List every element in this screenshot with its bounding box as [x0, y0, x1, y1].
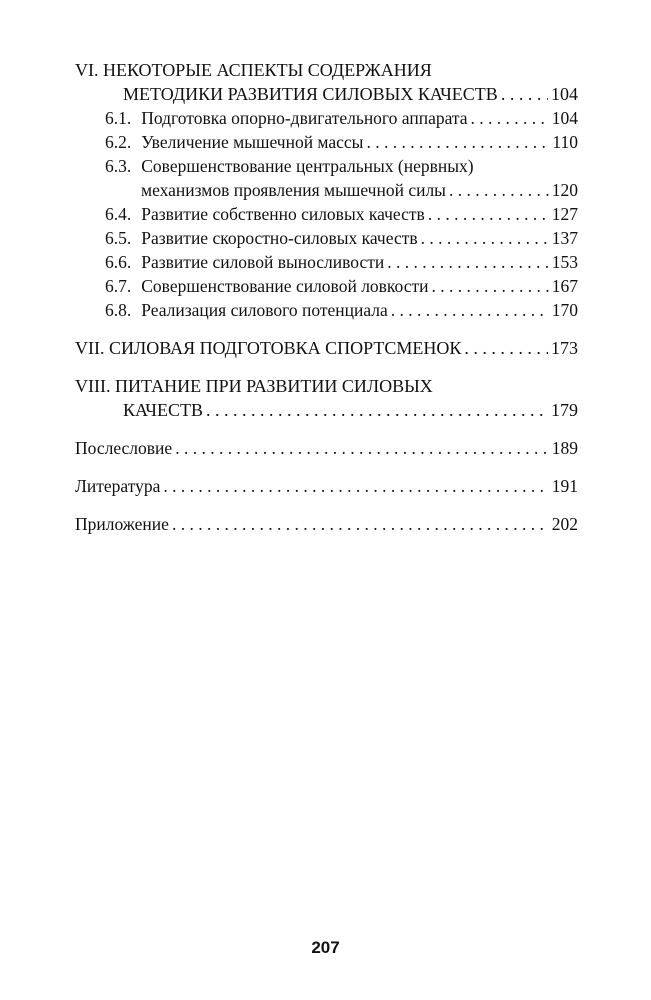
entry-number: 6.5. — [105, 228, 132, 248]
leader-dots — [366, 130, 549, 154]
entry-page: 153 — [551, 252, 578, 272]
entry-title: Развитие собственно силовых качеств — [141, 204, 425, 224]
entry-title: Увеличение мышечной массы — [141, 132, 364, 152]
entry-title: Подготовка опорно-двигательного аппарата — [141, 108, 468, 128]
leader-dots — [206, 398, 548, 422]
entry-page: 104 — [551, 108, 578, 128]
literature-entry — [75, 474, 578, 498]
chapter-6-page: 104 — [551, 84, 578, 104]
toc-entry-6-6 — [75, 250, 578, 274]
table-of-contents — [75, 58, 578, 536]
leader-dots — [163, 474, 548, 498]
chapter-6-title-line1: VI. НЕКОТОРЫЕ АСПЕКТЫ СОДЕРЖАНИЯ — [75, 60, 432, 80]
toc-entry-6-1 — [75, 106, 578, 130]
entry-title: Развитие силовой выносливости — [141, 252, 385, 272]
entry-number: 6.3. — [105, 156, 132, 176]
afterword-page: 189 — [551, 438, 578, 458]
toc-entry-6-3-line1 — [75, 154, 578, 178]
leader-dots — [175, 436, 549, 460]
page-number: 207 — [311, 938, 340, 957]
appendix-title: Приложение — [75, 514, 169, 534]
entry-title-continued: механизмов проявления мышечной силы — [141, 180, 446, 200]
chapter-8-title-line1: VIII. ПИТАНИЕ ПРИ РАЗВИТИИ СИЛОВЫХ — [75, 376, 433, 396]
entry-title: Развитие скоростно-силовых качеств — [141, 228, 418, 248]
chapter-8-page: 179 — [551, 400, 578, 420]
leader-dots — [428, 202, 549, 226]
toc-entry-6-7 — [75, 274, 578, 298]
leader-dots — [172, 512, 549, 536]
appendix-page: 202 — [551, 514, 578, 534]
entry-number: 6.1. — [105, 108, 132, 128]
entry-number: 6.4. — [105, 204, 132, 224]
leader-dots — [471, 106, 549, 130]
entry-page: 137 — [551, 228, 578, 248]
chapter-7-title: VII. СИЛОВАЯ ПОДГОТОВКА СПОРТСМЕНОК — [75, 338, 462, 358]
entry-page: 120 — [551, 180, 578, 200]
appendix-entry — [75, 512, 578, 536]
leader-dots — [387, 250, 549, 274]
leader-dots — [449, 178, 549, 202]
entry-number: 6.8. — [105, 300, 132, 320]
leader-dots — [391, 298, 549, 322]
entry-number: 6.7. — [105, 276, 132, 296]
leader-dots — [432, 274, 549, 298]
leader-dots — [501, 82, 548, 106]
chapter-8-title-line2: КАЧЕСТВ — [123, 400, 203, 420]
chapter-7-page: 173 — [551, 338, 578, 358]
entry-page: 167 — [551, 276, 578, 296]
literature-page: 191 — [551, 476, 578, 496]
leader-dots — [421, 226, 549, 250]
literature-title: Литература — [75, 476, 161, 496]
leader-dots — [464, 336, 548, 360]
afterword-title: Послесловие — [75, 438, 173, 458]
chapter-6-title-line2: МЕТОДИКИ РАЗВИТИЯ СИЛОВЫХ КАЧЕСТВ — [123, 84, 498, 104]
afterword-entry — [75, 436, 578, 460]
chapter-8-entry — [75, 398, 578, 422]
toc-entry-6-5 — [75, 226, 578, 250]
entry-number: 6.2. — [105, 132, 132, 152]
entry-title: Реализация силового потенциала — [141, 300, 388, 320]
entry-page: 127 — [551, 204, 578, 224]
toc-entry-6-2 — [75, 130, 578, 154]
entry-page: 110 — [552, 132, 578, 152]
chapter-6-entry — [75, 82, 578, 106]
entry-page: 170 — [551, 300, 578, 320]
chapter-7-entry — [75, 336, 578, 360]
entry-number: 6.6. — [105, 252, 132, 272]
entry-title: Совершенствование силовой ловкости — [141, 276, 429, 296]
toc-entry-6-4 — [75, 202, 578, 226]
entry-title: Совершенствование центральных (нервных) — [141, 156, 474, 176]
toc-entry-6-3-line2 — [75, 178, 578, 202]
toc-entry-6-8 — [75, 298, 578, 322]
